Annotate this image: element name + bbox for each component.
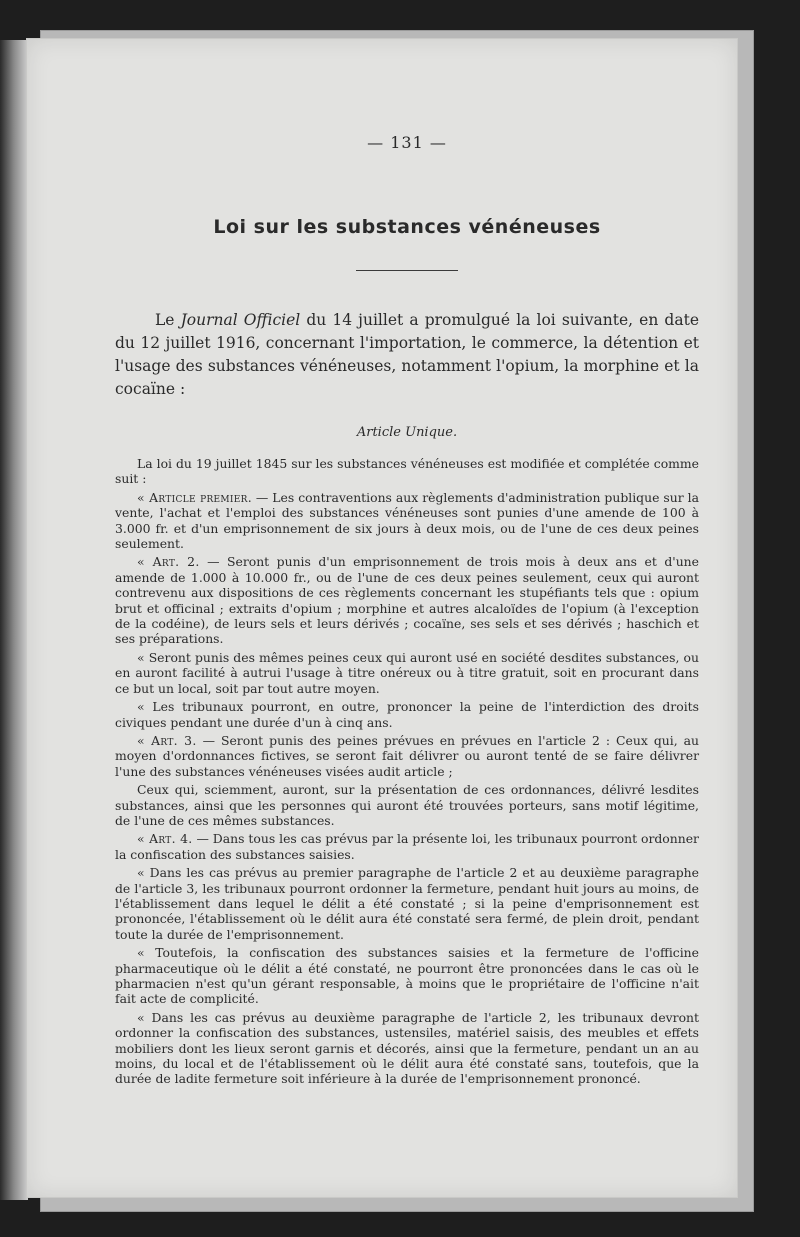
paragraph-text: — Seront punis d'un emprisonnement de trois mois à deux ans et d'une amende de 1.000 à 10.000 fr., ou de l'une de ces deux peines seulement, ceux qui auront contrevenu aux dispositions de ces règlements concernant les stupéfiants tels que : opium brut et officinal ; extraits d'opium ; morphine et autres alcaloïdes de l'opium (à l'exception de la codéine), de leurs sels et leurs dérivés ; cocaïne, ses sels et ses dérivés ; haschich et ses préparations. <box>115 554 699 647</box>
title-divider <box>356 270 458 271</box>
paragraph <box>115 733 699 779</box>
section-title: Article Unique. <box>356 425 458 440</box>
paragraph <box>115 865 699 942</box>
paragraph-text: Ceux qui, sciemment, auront, sur la présentation de ces ordonnances, délivré lesdites substances, ainsi que les personnes qui auront été trouvées porteurs, sans motif légitime, de l'une de ces mêmes substances. <box>115 782 699 828</box>
paragraph-text: — Les contraventions aux règlements d'administration publique sur la vente, l'achat et l'emploi des substances vénéneuses sont punies d'une amende de 100 à 3.000 fr. et d'un emprisonnement de six jours à deux mois, ou de l'une de ces deux peines seulement. <box>115 489 699 552</box>
paragraph-text: — Seront punis des peines prévues en prévues en l'article 2 : Ceux qui, au moyen d'ordonnances fictives, se seront fait délivrer ou auront tenté de se faire délivrer l'une des substances vénéneuses visées audit article ; <box>115 732 699 779</box>
intro-prefix: Le <box>155 311 181 329</box>
intro-paragraph <box>115 309 699 401</box>
document-page <box>26 38 738 1198</box>
paragraph-text: « Seront punis des mêmes peines ceux qui auront usé en société desdites substances, ou en auront facilité à autrui l'usage à titre onéreux ou à titre gratuit, soit en procurant dans ce but un local, soit par tout autre moyen. <box>115 649 699 696</box>
article-lead: « Art. 2. <box>137 554 200 570</box>
journal-name: Journal Officiel <box>180 311 301 329</box>
paragraph-text: « Dans les cas prévus au deuxième paragraphe de l'article 2, les tribunaux devront ordonner la confiscation des substances, ustensiles, matériel saisis, des meubles et effets mobiliers dont les lieux seront garnis et décorés, ainsi que la fermeture, pendant un an au moins, du local et de l'établissement où le délit aura été constaté sans, toutefois, que la durée de ladite fermeture soit inférieure à la durée de l'emprisonnement prononcé. <box>115 1009 699 1087</box>
paragraph <box>115 945 699 1007</box>
paragraph <box>115 699 699 730</box>
paragraph <box>115 650 699 696</box>
book-binding-edge <box>0 40 28 1200</box>
paragraph <box>115 490 699 552</box>
law-text <box>115 456 699 1087</box>
page-number: — 131 — <box>367 133 447 152</box>
document-title: Loi sur les substances vénéneuses <box>213 216 601 238</box>
article-lead: « Art. 3. <box>137 732 197 748</box>
paragraph <box>115 554 699 646</box>
paragraph-text: La loi du 19 juillet 1845 sur les substances vénéneuses est modifiée et complétée comme suit : <box>115 456 699 487</box>
paragraph <box>115 782 699 828</box>
paragraph-text: « Les tribunaux pourront, en outre, prononcer la peine de l'interdiction des droits civiques pendant une durée d'un à cinq ans. <box>115 699 699 730</box>
article-lead: « Art. 4. <box>137 831 193 847</box>
intro-text: du 14 juillet a promulgué la loi suivante, en date du 12 juillet 1916, concernant l'importation, le commerce, la détention et l'usage des substances vénéneuses, notamment l'opium, la morphine et la cocaïne : <box>115 311 699 398</box>
page-content <box>115 133 699 1090</box>
paragraph-text: « Dans les cas prévus au premier paragraphe de l'article 2 et au deuxième paragraphe de l'article 3, les tribunaux pourront ordonner la fermeture, pendant huit jours au moins, de l'établissement dans lequel le délit a été constaté ; si la peine d'emprisonnement est prononcée, l'établissement où le délit aura été constaté sera fermé, de plein droit, pendant toute la durée de l'emprisonnement. <box>115 865 699 942</box>
paragraph-text: — Dans tous les cas prévus par la présente loi, les tribunaux pourront ordonner la confiscation des substances saisies. <box>115 831 699 862</box>
paragraph-text: « Toutefois, la confiscation des substances saisies et la fermeture de l'officine pharmaceutique où le délit a été constaté, ne pourront être prononcées dans le cas où le pharmacien n'est qu'un gérant responsable, à moins que le propriétaire de l'officine n'ait fait acte de complicité. <box>115 945 699 1007</box>
paragraph <box>115 1010 699 1087</box>
article-lead: « Article premier. <box>137 489 252 505</box>
paragraph <box>115 456 699 487</box>
paragraph <box>115 831 699 862</box>
